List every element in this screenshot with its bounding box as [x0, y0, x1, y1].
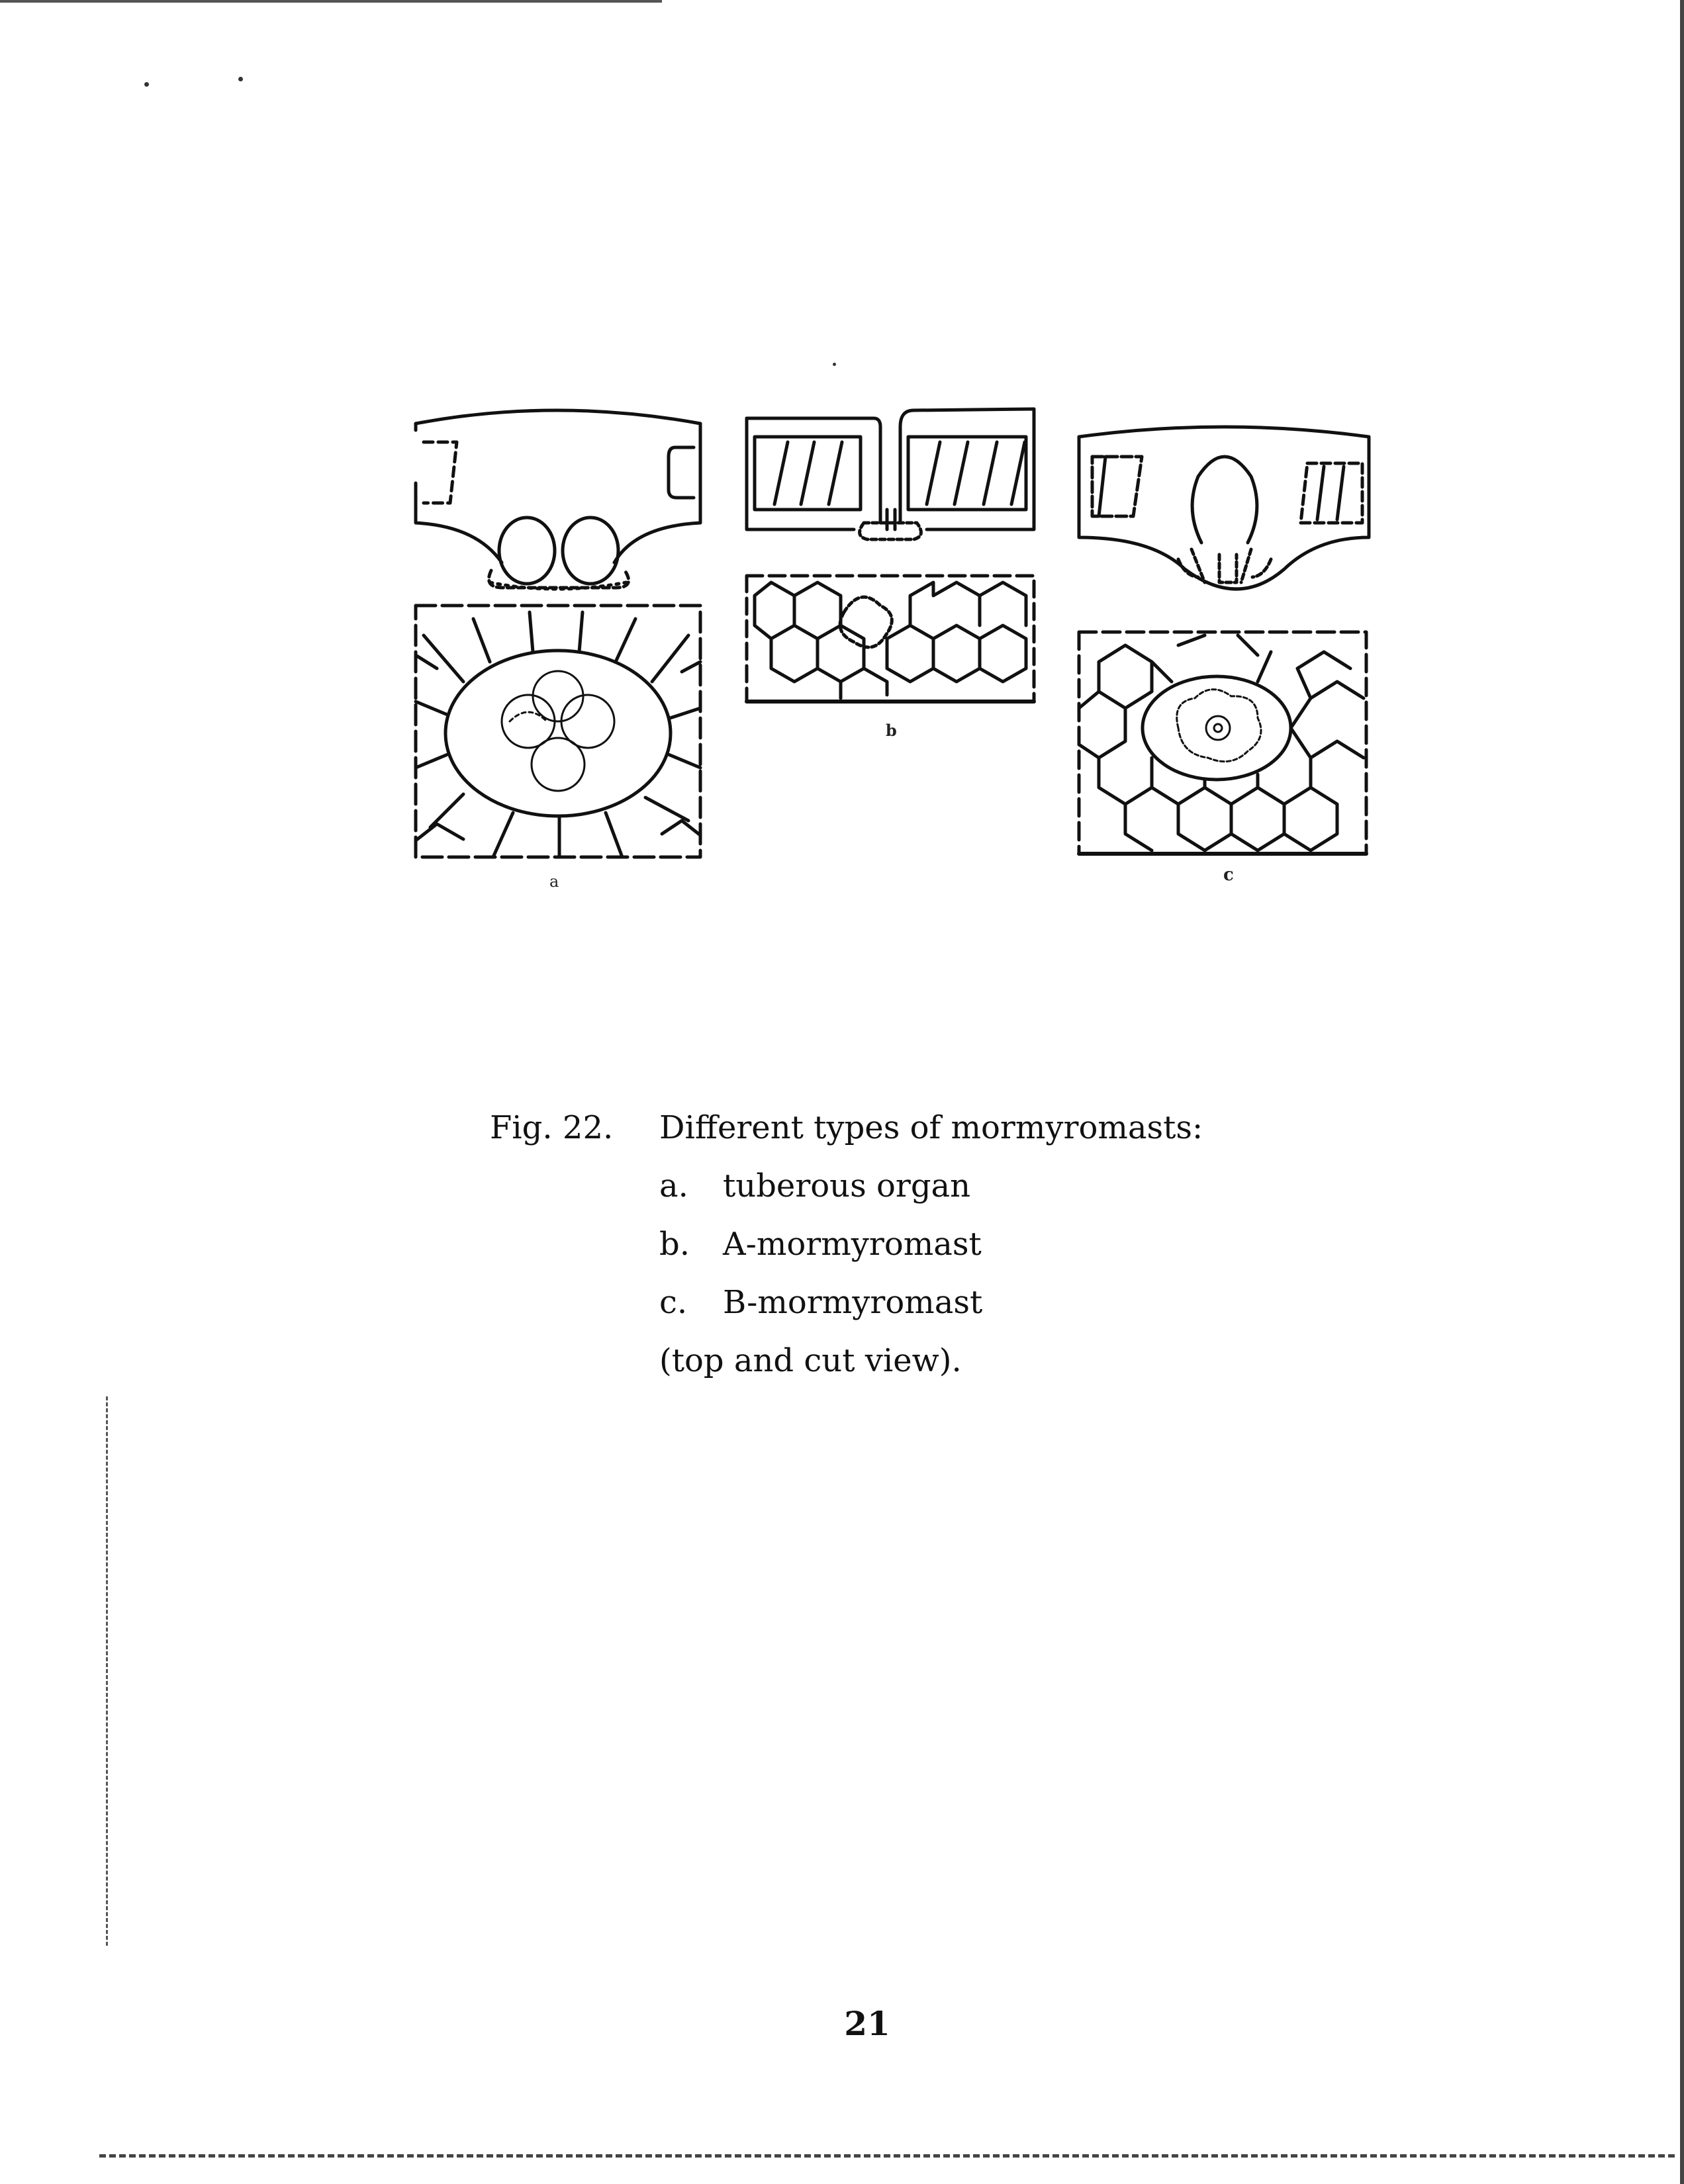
panel-letter-c: c: [1223, 865, 1234, 885]
figure-label: Fig. 22.: [490, 1109, 614, 1146]
panel-letter-b: b: [886, 721, 897, 740]
caption-title: Different types of mormyromasts:: [659, 1109, 1203, 1146]
figure-drawings: [0, 0, 1684, 927]
caption-item: [659, 1157, 1203, 1215]
figure-caption: [490, 1099, 1203, 1390]
caption-item-letter: a.: [659, 1167, 688, 1205]
scan-left-marks: [106, 1396, 108, 1946]
caption-item-text: tuberous organ: [723, 1167, 971, 1205]
caption-item-text: A-mormyromast: [723, 1226, 982, 1263]
caption-item-letter: c.: [659, 1284, 688, 1321]
caption-item-text: B-mormyromast: [723, 1284, 983, 1321]
scan-bottom-rule: [99, 2154, 1675, 2158]
caption-title-row: [490, 1099, 1203, 1157]
a-mormyromast-drawing: [747, 409, 1034, 702]
caption-note: (top and cut view).: [659, 1342, 962, 1379]
caption-item-letter: b.: [659, 1226, 690, 1263]
page-number: 21: [844, 2004, 890, 2043]
tuberous-organ-drawing: [416, 410, 700, 857]
caption-item: [659, 1215, 1203, 1273]
figure-panel-letters: [549, 721, 1234, 891]
caption-item: [659, 1273, 1203, 1332]
b-mormyromast-drawing: [1079, 427, 1369, 854]
panel-letter-a: a: [549, 872, 559, 891]
